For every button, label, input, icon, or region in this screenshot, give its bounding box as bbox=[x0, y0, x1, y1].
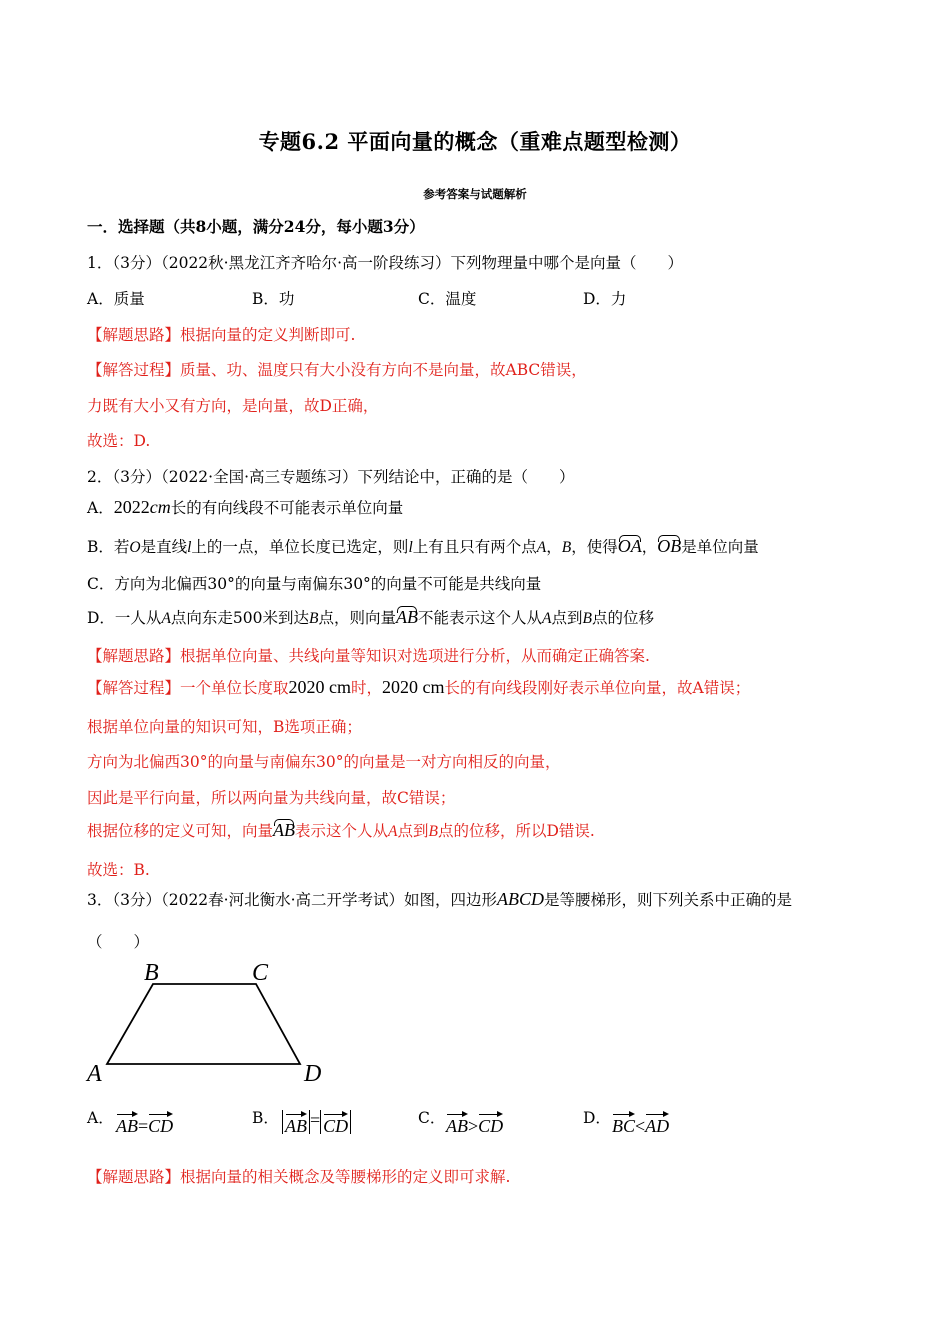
q1-option-b: B．功 bbox=[252, 290, 295, 308]
q3-option-d-label: D． bbox=[583, 1109, 611, 1127]
q1-stem: 1．（3分）（2022秋·黑龙江齐齐哈尔·高一阶段练习）下列物理量中哪个是向量（ ） bbox=[87, 254, 684, 272]
q3-option-a-label: A． bbox=[87, 1109, 114, 1127]
q3-stem-paren: （ ） bbox=[87, 933, 150, 951]
q2-process-5: 根据位移的定义可知，向量AB表示这个人从A点到B点的位移，所以D错误. bbox=[87, 816, 595, 841]
q2-process-2: 根据单位向量的知识可知，B选项正确； bbox=[87, 718, 362, 736]
q2-process-4: 因此是平行向量，所以两向量为共线向量，故C错误； bbox=[87, 789, 456, 807]
vector-ab: AB bbox=[396, 603, 418, 628]
q3-option-c-label: C． bbox=[418, 1109, 446, 1127]
q1-answer: 故选：D. bbox=[87, 432, 151, 450]
q1-hint bbox=[87, 323, 355, 345]
q2-process-3: 方向为北偏西30°的向量与南偏东30°的向量是一对方向相反的向量， bbox=[87, 753, 561, 771]
vector-oa: OA bbox=[618, 532, 642, 557]
q2-option-b: B．若O是直线l上的一点，单位长度已选定，则l上有且只有两个点A，B，使得OA，OB是单位向量 bbox=[87, 532, 759, 557]
q1-process-1 bbox=[87, 358, 587, 380]
q2-option-c: C．方向为北偏西30°的向量与南偏东30°的向量不可能是共线向量 bbox=[87, 575, 542, 593]
q3-option-c: AB>CD bbox=[446, 1110, 503, 1137]
q2-stem: 2．（3分）（2022·全国·高三专题练习）下列结论中，正确的是（ ） bbox=[87, 468, 575, 486]
q1-hint-text: 根据向量的定义判断即可. bbox=[180, 326, 356, 344]
q2-option-d: D．一人从A点向东走500米到达B点，则向量AB不能表示这个人从A点到B点的位移 bbox=[87, 603, 654, 628]
q3-option-d: BC<AD bbox=[612, 1110, 669, 1137]
q1-option-c: C．温度 bbox=[418, 290, 477, 308]
q2-hint: 【解题思路】根据单位向量、共线向量等知识对选项进行分析，从而确定正确答案. bbox=[87, 647, 650, 665]
q2-option-a: A．2022cm长的有向线段不可能表示单位向量 bbox=[87, 497, 404, 517]
q3-hint: 【解题思路】根据向量的相关概念及等腰梯形的定义即可求解. bbox=[87, 1168, 511, 1186]
q1-option-a: A．质量 bbox=[87, 290, 145, 308]
q3-option-b: AB = CD bbox=[282, 1110, 351, 1134]
q1-process-2: 力既有大小又有方向，是向量，故D正确， bbox=[87, 397, 379, 415]
q2-process-1: 【解答过程】一个单位长度取2020 cm时，2020 cm长的有向线段刚好表示单位向量，故A错误； bbox=[87, 677, 751, 697]
trapezoid-figure bbox=[80, 955, 340, 1090]
page-subtitle: 参考答案与试题解析 bbox=[423, 187, 527, 201]
q1-proc-text-1: 质量、功、温度只有大小没有方向不是向量，故ABC错误， bbox=[180, 361, 587, 379]
label-a: A bbox=[87, 1061, 102, 1087]
q3-stem: 3．（3分）（2022春·河北衡水·高二开学考试）如图，四边形ABCD是等腰梯形，则下列关系中正确的是 bbox=[87, 889, 793, 909]
trapezoid-shape bbox=[107, 984, 300, 1064]
label-d: D bbox=[304, 1061, 322, 1087]
page-title: 专题6.2 平面向量的概念（重难点题型检测） bbox=[258, 129, 692, 154]
section-heading: 一．选择题（共8小题，满分24分，每小题3分） bbox=[87, 217, 425, 236]
q3-option-b-label: B． bbox=[252, 1109, 279, 1127]
q3-option-a: AB=CD bbox=[116, 1110, 173, 1137]
q1-option-d: D．力 bbox=[583, 290, 627, 308]
q2-answer: 故选：B. bbox=[87, 861, 150, 879]
label-b: B bbox=[144, 960, 159, 986]
vector-ob: OB bbox=[657, 532, 681, 557]
q1-hint-label: 【解题思路】 bbox=[87, 326, 181, 344]
label-c: C bbox=[252, 960, 269, 986]
q1-proc-label: 【解答过程】 bbox=[87, 361, 181, 379]
